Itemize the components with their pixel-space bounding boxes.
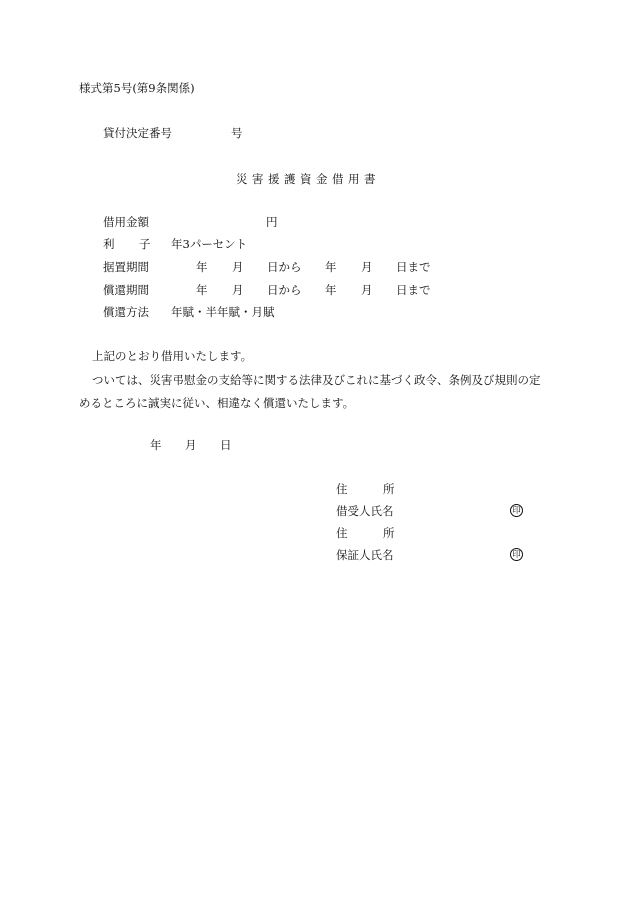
repayment-period-label: 償還期間 (103, 283, 149, 297)
grace-month-1: 月 (232, 260, 244, 274)
statement-line-1: 上記のとおり借用いたします。 (92, 349, 253, 363)
grace-month-2: 月 (361, 260, 373, 274)
grace-year-2: 年 (325, 260, 337, 274)
repayment-month-2: 月 (361, 283, 373, 297)
guarantor-seal-icon: 印 (510, 548, 523, 561)
statement-line-2: ついては、災害弔慰金の支給等に関する法律及びこれに基づく政令、条例及び規則の定 (92, 373, 541, 387)
document-title: 災害援護資金借用書 (236, 172, 380, 186)
grace-year-1: 年 (196, 260, 208, 274)
decision-number-label: 貸付決定番号 (103, 126, 172, 140)
interest-label-2: 子 (139, 237, 151, 251)
repayment-from: 日から (267, 283, 302, 297)
repayment-until: 日まで (396, 283, 431, 297)
interest-label-1: 利 (103, 237, 115, 251)
date-day: 日 (220, 438, 232, 452)
repayment-year-2: 年 (325, 283, 337, 297)
amount-label: 借用金額 (103, 215, 149, 229)
guarantor-name-label: 保証人氏名 (336, 548, 394, 562)
grace-until: 日まで (396, 260, 431, 274)
borrower-name-label: 借受人氏名 (336, 504, 394, 518)
date-month: 月 (185, 438, 197, 452)
decision-number-suffix: 号 (231, 126, 243, 140)
date-year: 年 (150, 438, 162, 452)
interest-value: 年3パーセント (171, 237, 248, 251)
amount-unit: 円 (266, 215, 278, 229)
guarantor-address-label-2: 所 (383, 526, 395, 540)
repayment-method-value: 年賦・半年賦・月賦 (171, 305, 275, 319)
grace-from: 日から (267, 260, 302, 274)
repayment-year-1: 年 (196, 283, 208, 297)
grace-period-label: 据置期間 (103, 260, 149, 274)
borrower-seal-icon: 印 (510, 504, 523, 517)
statement-line-3: めるところに誠実に従い、相違なく償還いたします。 (79, 396, 355, 410)
repayment-method-label: 償還方法 (103, 305, 149, 319)
form-number-label: 様式第5号(第9条関係) (79, 81, 195, 95)
repayment-month-1: 月 (232, 283, 244, 297)
borrower-address-label-1: 住 (336, 482, 348, 496)
borrower-address-label-2: 所 (383, 482, 395, 496)
guarantor-address-label-1: 住 (336, 526, 348, 540)
